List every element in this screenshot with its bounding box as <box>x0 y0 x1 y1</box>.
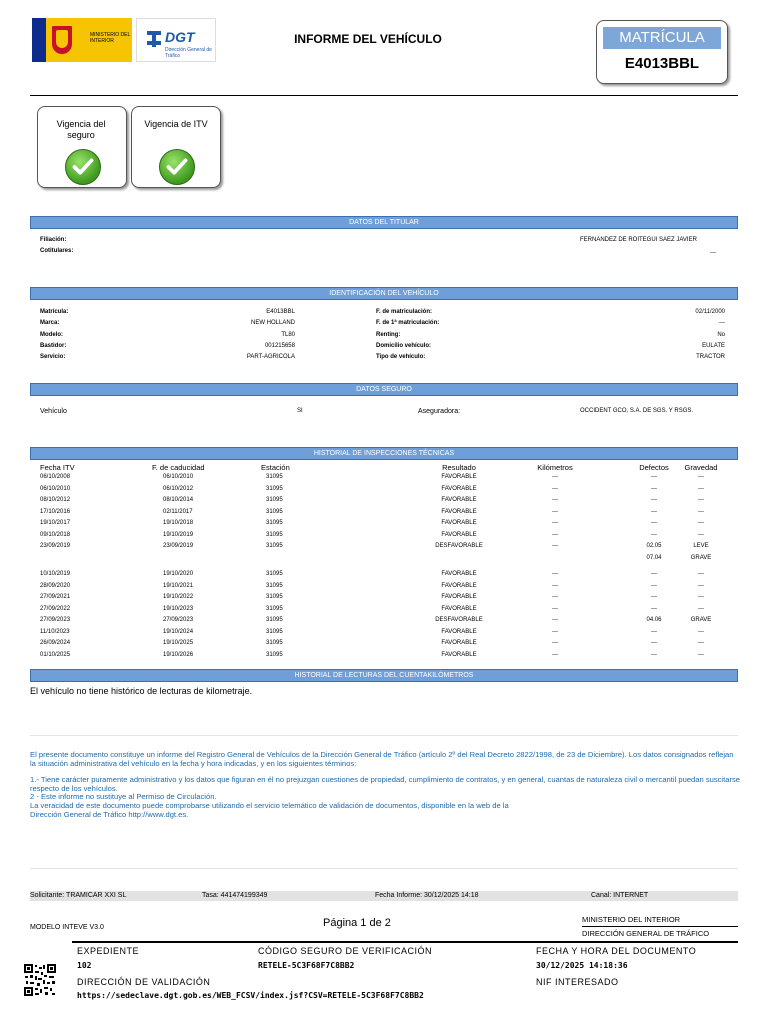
ident-label: Renting: <box>376 331 401 338</box>
itv-cell: 31095 <box>266 497 283 503</box>
itv-cell: 31095 <box>266 474 283 480</box>
dgt-logo-subtitle: Dirección General de Tráfico <box>165 47 212 59</box>
itv-cell: GRAVE <box>690 554 712 561</box>
cotitulares-label: Cotitulares: <box>40 248 74 254</box>
itv-cell: 06/10/2010 <box>163 474 194 480</box>
itv-cell: --- <box>552 485 558 492</box>
itv-cell: --- <box>651 497 657 503</box>
ministry-logo <box>32 18 132 62</box>
itv-cell: 17/10/2016 <box>40 508 71 515</box>
itv-cell: 31095 <box>266 582 283 589</box>
table-row <box>0 555 768 566</box>
ident-value: 001215658 <box>264 342 295 349</box>
expediente-value: 102 <box>77 961 92 970</box>
itv-cell: FAVORABLE <box>441 628 477 635</box>
seguro-vehiculo-value: SI <box>297 408 303 414</box>
ident-value: --- <box>719 320 725 327</box>
itv-cell: LEVE <box>693 543 709 549</box>
aseguradora-value: OCCIDENT GCO, S.A. DE SGS. Y RSGS. <box>580 408 694 414</box>
page-title: INFORME DEL VEHÍCULO <box>294 32 442 46</box>
itv-cell: 11/10/2023 <box>40 628 70 635</box>
itv-cell: 23/09/2019 <box>40 543 71 549</box>
itv-cell: 31095 <box>266 651 283 658</box>
itv-cell: --- <box>651 531 657 538</box>
canal: Canal: INTERNET <box>591 892 649 899</box>
itv-validity-box <box>131 106 221 188</box>
itv-header: Defectos <box>639 463 669 472</box>
seguro-vehiculo-label: Vehículo <box>40 408 67 415</box>
itv-cell: --- <box>698 474 704 480</box>
itv-cell: 19/10/2018 <box>163 520 194 526</box>
table-row <box>0 594 768 605</box>
itv-cell: 07.04 <box>646 554 662 561</box>
itv-cell: 31095 <box>266 543 283 549</box>
nif-label: NIF INTERESADO <box>536 977 619 987</box>
itv-cell: --- <box>552 571 558 577</box>
fecha-documento-value: 30/12/2025 14:18:36 <box>536 961 628 970</box>
itv-cell: 31095 <box>266 594 283 600</box>
itv-header: Estación <box>261 463 290 472</box>
validacion-label: DIRECCIÓN DE VALIDACIÓN <box>77 977 211 987</box>
itv-cell: 31095 <box>266 571 283 577</box>
ident-label: Marca: <box>40 320 60 327</box>
itv-cell: FAVORABLE <box>441 640 477 646</box>
itv-cell: 19/10/2021 <box>163 582 194 589</box>
itv-cell: --- <box>552 594 558 600</box>
tasa: Tasa: 441474199349 <box>202 892 268 899</box>
itv-cell: FAVORABLE <box>441 531 477 538</box>
itv-cell: --- <box>651 640 657 646</box>
itv-cell: 19/10/2019 <box>163 531 194 538</box>
itv-cell: 31095 <box>266 485 283 492</box>
section-titular: DATOS DEL TITULAR <box>30 216 738 229</box>
legal-text <box>30 751 740 819</box>
table-row <box>0 629 768 640</box>
solicitante: Solicitante: TRAMICAR XXI SL <box>30 892 127 899</box>
itv-cell: --- <box>552 582 558 589</box>
itv-cell: --- <box>552 640 558 646</box>
aseguradora-label: Aseguradora: <box>418 408 461 415</box>
itv-cell: 01/10/2025 <box>40 651 71 658</box>
itv-cell: 19/10/2022 <box>163 594 194 600</box>
fecha-informe: Fecha Informe: 30/12/2025 14:18 <box>375 892 479 899</box>
itv-cell: --- <box>651 628 657 635</box>
table-row <box>0 571 768 582</box>
itv-cell: --- <box>651 571 657 577</box>
itv-cell: --- <box>651 474 657 480</box>
ident-label: F. de matriculación: <box>376 309 433 315</box>
ident-value: TRACTOR <box>696 354 725 361</box>
validacion-link[interactable]: https://sedeclave.dgt.gob.es/WEB_FCSV/index.jsf?CSV=RETELE-5C3F68F7C8BB2 <box>77 991 424 1000</box>
section-itv: HISTORIAL DE INSPECCIONES TÉCNICAS <box>30 447 738 460</box>
section-seguro: DATOS SEGURO <box>30 383 738 396</box>
itv-cell: FAVORABLE <box>441 485 477 492</box>
itv-cell: 26/09/2024 <box>40 640 71 646</box>
itv-cell: DESFAVORABLE <box>435 543 483 549</box>
itv-cell: --- <box>698 582 704 589</box>
csv-label: CÓDIGO SEGURO DE VERIFICACIÓN <box>258 946 433 956</box>
itv-cell: --- <box>651 520 657 526</box>
table-row <box>0 606 768 617</box>
itv-cell: --- <box>651 594 657 600</box>
ident-value: No <box>717 331 725 338</box>
itv-cell: --- <box>698 497 704 503</box>
itv-cell: 19/10/2025 <box>163 640 194 646</box>
itv-cell: 08/10/2014 <box>163 497 194 503</box>
divider <box>30 868 738 869</box>
itv-cell: FAVORABLE <box>441 474 477 480</box>
itv-cell: 04.06 <box>646 617 662 623</box>
ident-label: Bastidor: <box>40 342 67 349</box>
ident-label: Domicilio vehículo: <box>376 342 432 349</box>
filiacion-value: FERNANDEZ DE ROITEGUI SAEZ JAVIER <box>580 237 697 243</box>
itv-cell: 19/10/2026 <box>163 651 194 658</box>
ident-value: NEW HOLLAND <box>250 320 295 327</box>
itv-cell: 10/10/2019 <box>40 571 71 577</box>
check-icon <box>159 149 195 185</box>
divider <box>30 735 738 736</box>
itv-validity-label: Vigencia de ITV <box>144 119 208 129</box>
itv-cell: --- <box>552 605 558 612</box>
itv-cell: --- <box>698 571 704 577</box>
table-row <box>0 520 768 531</box>
ident-label: Servicio: <box>40 354 66 361</box>
itv-cell: 23/09/2019 <box>163 543 194 549</box>
ident-value: 02/11/2000 <box>695 309 725 315</box>
ident-value: PART-AGRICOLA <box>246 354 295 361</box>
itv-cell: --- <box>552 651 558 658</box>
itv-cell: --- <box>651 485 657 492</box>
qr-code-icon <box>24 964 56 996</box>
itv-cell: 09/10/2018 <box>40 531 71 538</box>
plate-box <box>596 20 728 84</box>
itv-cell: FAVORABLE <box>441 582 477 589</box>
itv-cell: --- <box>698 485 704 492</box>
plate-value: E4013BBL <box>624 55 700 72</box>
itv-cell: --- <box>552 543 558 549</box>
itv-header: Resultado <box>442 463 476 472</box>
expediente-label: EXPEDIENTE <box>77 946 140 956</box>
itv-cell: FAVORABLE <box>441 651 477 658</box>
itv-cell: 08/10/2012 <box>40 497 71 503</box>
itv-cell: 02.05 <box>646 543 662 549</box>
ident-value: TL80 <box>281 331 295 338</box>
itv-cell: --- <box>698 605 704 612</box>
legal-p4: La veracidad de este documento puede comprobarse utilizando el servicio telemático de validación de documentos, disponible en la web de la <box>30 800 509 810</box>
itv-header: F. de caducidad <box>152 463 205 472</box>
table-row <box>0 617 768 628</box>
insurance-validity-label: Vigencia del seguro <box>56 119 106 140</box>
dgt-logo-text: DGT <box>165 29 195 45</box>
ident-label: Matrícula: <box>40 309 69 315</box>
page-number: Página 1 de 2 <box>323 917 391 929</box>
ident-label: F. de 1ª matriculación: <box>376 320 440 327</box>
plate-label: MATRÍCULA <box>603 27 721 49</box>
itv-cell: FAVORABLE <box>441 594 477 600</box>
insurance-validity-box <box>37 106 127 188</box>
itv-cell: 31095 <box>266 605 283 612</box>
itv-cell: --- <box>552 531 558 538</box>
itv-cell: 31095 <box>266 520 283 526</box>
itv-cell: --- <box>698 628 704 635</box>
itv-cell: 27/09/2023 <box>163 617 194 623</box>
dgt-logo <box>136 18 216 62</box>
itv-cell: FAVORABLE <box>441 520 477 526</box>
itv-cell: 28/09/2020 <box>40 582 71 589</box>
footer-ministerio: MINISTERIO DEL INTERIOR <box>582 915 681 924</box>
km-text: El vehículo no tiene histórico de lecturas de kilometraje. <box>30 686 253 696</box>
itv-cell: --- <box>552 474 558 480</box>
itv-cell: 31095 <box>266 640 283 646</box>
itv-cell: --- <box>552 520 558 526</box>
request-info-bar <box>30 891 738 901</box>
itv-cell: 19/10/2020 <box>163 571 194 577</box>
footer-divider <box>72 941 738 943</box>
check-icon <box>65 149 101 185</box>
fecha-documento-label: FECHA Y HORA DEL DOCUMENTO <box>536 946 697 956</box>
itv-cell: 27/09/2021 <box>40 594 71 600</box>
itv-cell: 19/10/2017 <box>40 520 71 526</box>
table-row <box>0 532 768 543</box>
csv-value: RETELE-5C3F68F7C8BB2 <box>258 961 355 970</box>
model-label: MODELO INTEVE V3.0 <box>30 924 104 931</box>
itv-cell: 31095 <box>266 531 283 538</box>
table-row <box>0 640 768 651</box>
itv-cell: 31095 <box>266 628 283 635</box>
itv-cell: FAVORABLE <box>441 508 477 515</box>
itv-cell: FAVORABLE <box>441 605 477 612</box>
itv-cell: 06/10/2010 <box>40 485 71 492</box>
itv-cell: --- <box>698 640 704 646</box>
table-row <box>0 486 768 497</box>
itv-cell: 06/10/2012 <box>163 485 194 492</box>
ident-label: Tipo de vehículo: <box>376 354 426 361</box>
itv-cell: 06/10/2008 <box>40 474 71 480</box>
table-row <box>0 474 768 485</box>
itv-cell: --- <box>698 520 704 526</box>
itv-cell: 31095 <box>266 617 283 623</box>
eu-flag-icon <box>32 18 46 62</box>
itv-cell: 27/09/2023 <box>40 617 71 623</box>
itv-cell: --- <box>552 628 558 635</box>
ident-value: EULATE <box>702 342 725 349</box>
itv-header: Gravedad <box>684 463 718 472</box>
legal-p3: 2 - Este informe no sustituye al Permiso de Circulación. <box>30 792 217 802</box>
itv-cell: --- <box>552 617 558 623</box>
itv-cell: 31095 <box>266 508 283 515</box>
itv-cell: --- <box>698 651 704 658</box>
itv-cell: FAVORABLE <box>441 571 477 577</box>
itv-cell: --- <box>651 651 657 658</box>
itv-cell: --- <box>651 508 657 515</box>
itv-cell: --- <box>698 508 704 515</box>
ident-label: Modelo: <box>40 331 63 338</box>
itv-cell: 02/11/2017 <box>163 508 193 515</box>
itv-header: Fecha ITV <box>40 463 75 472</box>
itv-cell: GRAVE <box>690 617 712 623</box>
table-row <box>0 509 768 520</box>
ident-value: E4013BBL <box>266 309 295 315</box>
itv-cell: --- <box>651 605 657 612</box>
legal-p5: Dirección General de Tráfico http://www.dgt.es. <box>30 809 189 819</box>
itv-cell: 19/10/2023 <box>163 605 194 612</box>
section-identificacion: IDENTIFICACIÓN DEL VEHÍCULO <box>30 287 738 300</box>
ministry-logo-text: MINISTERIO DEL INTERIOR <box>90 32 131 44</box>
header-divider <box>30 95 738 96</box>
itv-cell: 19/10/2024 <box>163 628 194 635</box>
itv-cell: --- <box>698 594 704 600</box>
itv-header: Kilómetros <box>537 463 573 472</box>
itv-cell: --- <box>552 497 558 503</box>
table-row <box>0 543 768 554</box>
table-row <box>0 583 768 594</box>
footer-direccion: DIRECCIÓN GENERAL DE TRÁFICO <box>582 929 710 938</box>
legal-p1: El presente documento constituye un informe del Registro General de Vehículos de la Dirección General de Tráfico (artículo 2º del Real Decreto 2822/1998, de 23 de Diciembre). Los datos consignados reflejan la situación administrativa del vehículo en la fecha y hora indicadas, y en los siguientes términos: <box>30 750 734 768</box>
table-row <box>0 497 768 508</box>
dgt-arrows-icon <box>145 29 163 49</box>
cotitulares-value: --- <box>710 250 716 256</box>
legal-p2: 1.- Tiene carácter puramente administrativo y los datos que figuran en él no prejuzgan cuestiones de propiedad, cumplimiento de contratos, y en general, cuantas de naturaleza civil o mercantil puedan suscitarse respecto de los vehículos. <box>30 775 741 793</box>
section-km: HISTORIAL DE LECTURAS DEL CUENTAKILÓMETROS <box>30 669 738 682</box>
itv-cell: --- <box>552 508 558 515</box>
itv-cell: --- <box>651 582 657 589</box>
itv-cell: DESFAVORABLE <box>435 617 483 623</box>
table-row <box>0 652 768 663</box>
itv-cell: --- <box>698 531 704 538</box>
itv-cell: 27/09/2022 <box>40 605 71 612</box>
itv-cell: FAVORABLE <box>441 497 477 503</box>
filiacion-label: Filiación: <box>40 237 67 243</box>
